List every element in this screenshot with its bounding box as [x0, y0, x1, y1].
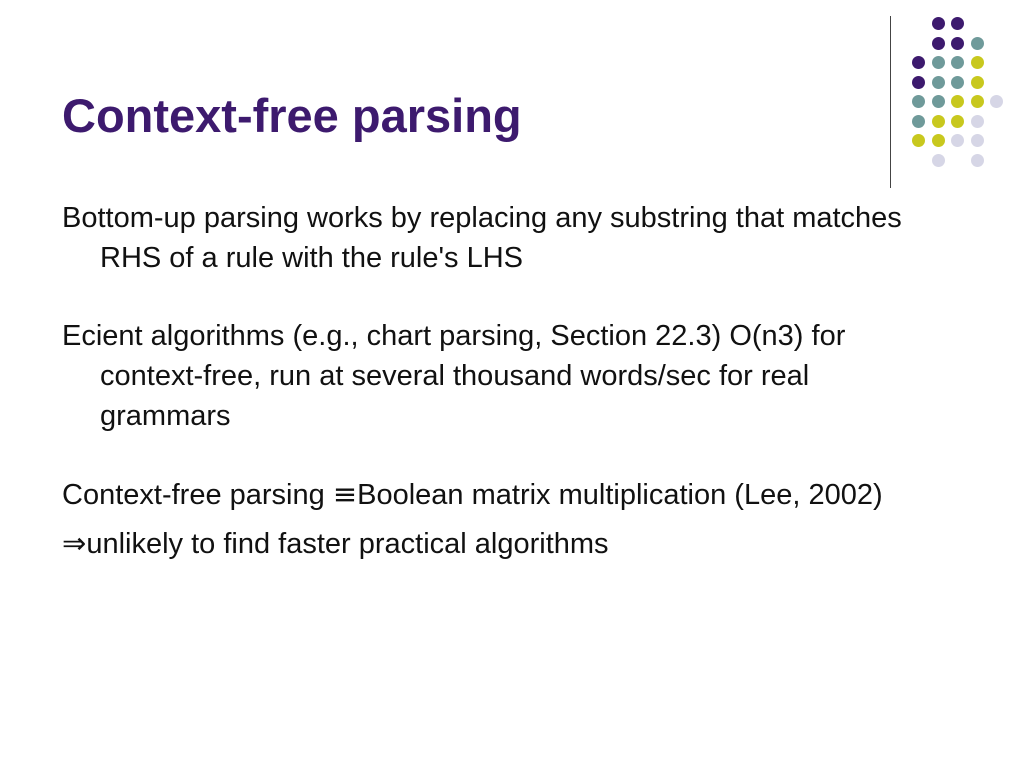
decorative-dot: [912, 76, 925, 89]
decorative-dot: [932, 76, 945, 89]
decorative-dot: [912, 115, 925, 128]
decorative-dot: [932, 37, 945, 50]
decorative-dot: [971, 37, 984, 50]
slide-body: [62, 198, 942, 564]
decorative-dot: [932, 154, 945, 167]
decorative-dot: [932, 56, 945, 69]
bullet-paragraph: Ecient algorithms (e.g., chart parsing, Section 22.3) O(n3) for context-free, run at several thousand words/sec for real grammars: [62, 320, 846, 432]
bullet-paragraph: [62, 474, 942, 515]
decorative-dot: [951, 56, 964, 69]
decorative-dot: [951, 17, 964, 30]
implies-arrow-icon: ⇒: [62, 526, 87, 560]
decorative-dot: [912, 134, 925, 147]
decorative-dot: [932, 17, 945, 30]
decorative-dot: [951, 76, 964, 89]
equivalence-symbol: ≡: [332, 477, 358, 511]
decorative-dot: [971, 56, 984, 69]
decorative-dot: [971, 76, 984, 89]
slide-title: Context-free parsing: [62, 89, 522, 142]
decorative-dot: [951, 37, 964, 50]
text-segment: unlikely to find faster practical algorithms: [86, 528, 609, 560]
text-segment: Boolean matrix multiplication (Lee, 2002): [357, 479, 883, 511]
decorative-dot: [951, 95, 964, 108]
bullet-paragraph: Bottom-up parsing works by replacing any substring that matches RHS of a rule with the rule's LHS: [62, 202, 902, 274]
divider-line: [890, 16, 891, 188]
bullet-paragraph: [62, 523, 942, 564]
decorative-dot: [932, 134, 945, 147]
decorative-dot: [951, 134, 964, 147]
decorative-dot: [912, 56, 925, 69]
decorative-dot: [990, 95, 1003, 108]
decorative-dot: [932, 115, 945, 128]
decorative-dot: [971, 95, 984, 108]
text-segment: Context-free parsing: [62, 479, 333, 511]
decorative-dot: [971, 154, 984, 167]
decorative-dot: [971, 115, 984, 128]
decorative-dot: [951, 115, 964, 128]
decorative-dot: [912, 95, 925, 108]
decorative-dot: [971, 134, 984, 147]
decorative-dot: [932, 95, 945, 108]
